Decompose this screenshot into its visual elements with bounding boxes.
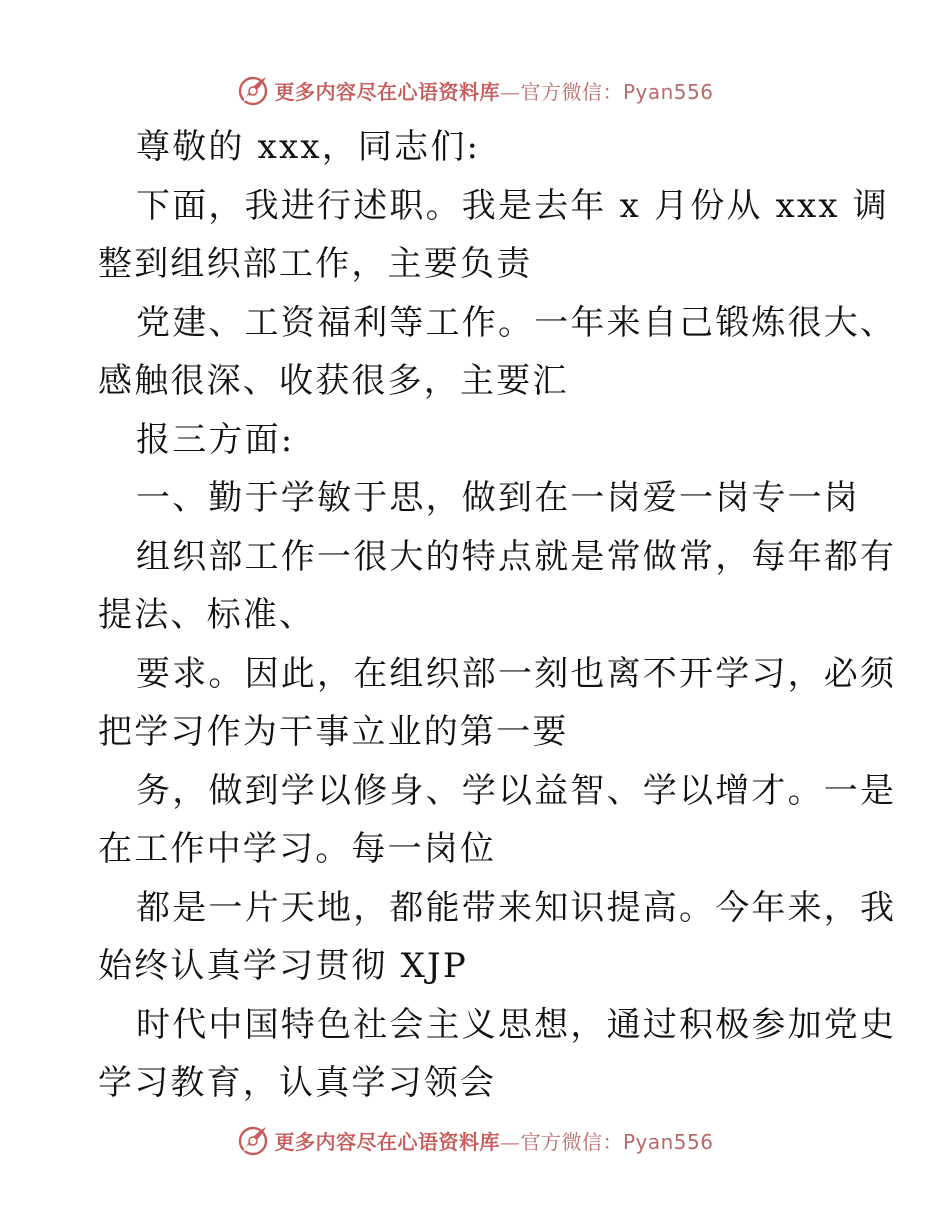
text-line: 下面，我进行述职。我是去年 x 月份从 xxx 调: [136, 185, 889, 226]
text-line: 都是一片天地，都能带来知识提高。今年来，我: [136, 887, 897, 928]
text-line: 一、勤于学敏于思，做到在一岗爱一岗专一岗: [136, 478, 860, 518]
header-watermark: [0, 70, 950, 110]
text-line: 学习教育，认真学习领会: [98, 1063, 497, 1103]
watermark-contact: 官方微信：Pyan556: [520, 1129, 714, 1154]
text-line: 把学习作为干事立业的第一要: [98, 712, 569, 752]
text-line: 提法、标准、: [98, 595, 316, 635]
watermark-contact: 官方微信：Pyan556: [520, 79, 714, 104]
text-line: 要求。因此，在组织部一刻也离不开学习，必须: [136, 653, 897, 694]
text-line: 报三方面:: [136, 419, 295, 460]
text-line: 党建、工资福利等工作。一年来自己锻炼很大、: [136, 302, 897, 343]
quill-logo-icon: [236, 1123, 270, 1157]
footer-watermark: [0, 1120, 950, 1160]
text-line: 尊敬的 xxx，同志们:: [136, 127, 481, 167]
text-line: 始终认真学习贯彻 XJP: [98, 946, 468, 986]
text-line: 在工作中学习。每一岗位: [98, 829, 497, 869]
text-line: 整到组织部工作，主要负责: [98, 244, 533, 284]
watermark-dash: —: [499, 1129, 521, 1154]
text-line: 务，做到学以修身、学以益智、学以增才。一是: [136, 770, 897, 811]
text-line: 组织部工作一很大的特点就是常做常，每年都有: [136, 536, 897, 577]
watermark-brand: 更多内容尽在心语资料库: [274, 79, 500, 104]
text-line: 感触很深、收获很多，主要汇: [98, 361, 569, 401]
quill-logo-icon: [236, 73, 270, 107]
text-line: 时代中国特色社会主义思想，通过积极参加党史: [136, 1004, 897, 1045]
document-body: [98, 118, 897, 1113]
watermark-brand: 更多内容尽在心语资料库: [274, 1129, 500, 1154]
watermark-dash: —: [499, 79, 521, 104]
